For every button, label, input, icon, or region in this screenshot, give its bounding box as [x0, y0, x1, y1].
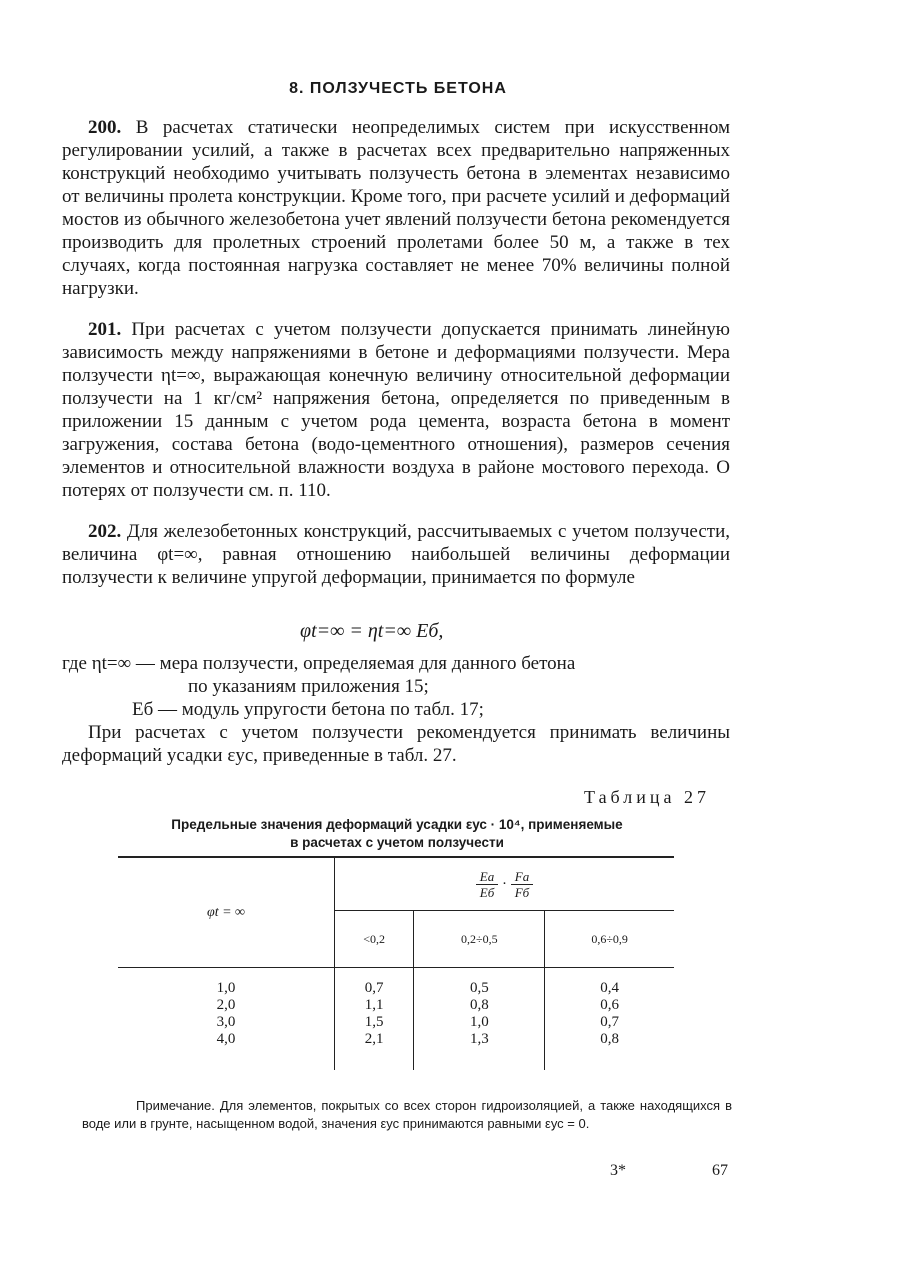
table-cell: 0,7: [335, 968, 414, 998]
formula: φt=∞ = ηt=∞ Eб,: [300, 620, 444, 642]
paragraph-text: В расчетах статически неопределимых систем при искусственном регулировании усилий, а также в расчетах всех предварительно напряженных конструкций необходимо учитывать ползучесть бетона в элементах независимо от величины пролета конструкции. Кроме того, при расчете усилий и деформаций мостов из обычного железобетона учет явлений ползучести бетона рекомендуется производить для пролетных строений пролетами более 50 м, а также в тех случаях, когда постоянная нагрузка составляет не менее 70% величины полной нагрузки.: [62, 117, 731, 299]
table-row: [118, 1014, 674, 1031]
fraction-fa-fb: [511, 869, 533, 900]
where-line-2: по указаниям приложения 15;: [188, 676, 429, 697]
table-cell: 0,5: [414, 968, 545, 998]
paragraph-200: [62, 116, 730, 300]
paragraph-text: Для железобетонных конструкций, рассчитываемых с учетом ползучести, величина φt=∞, равная отношению наибольшей величины деформации ползучести к величине упругой деформации, принимается по формуле: [62, 521, 730, 588]
row-header-cell: φt = ∞: [118, 857, 335, 968]
where-line-3: Eб — модуль упругости бетона по табл. 17;: [132, 699, 484, 720]
table-row: [118, 1031, 674, 1070]
table-cell: 0,8: [414, 997, 545, 1014]
paragraph-number: 202.: [88, 521, 122, 542]
table-cell: 1,5: [335, 1014, 414, 1031]
column-header: 0,6÷0,9: [545, 911, 674, 968]
paragraph-number: 200.: [88, 117, 122, 138]
column-header: 0,2÷0,5: [414, 911, 545, 968]
paragraph-text: При расчетах с учетом ползучести допускается принимать линейную зависимость между напряжениями в бетоне и деформациями ползучести. Мера ползучести ηt=∞, выражающая конечную величину относительной деформации ползучести на 1 кг/см² напряжения бетона, определяется по приведенным в приложении 15 данным с учетом рода цемента, возраста бетона в момент загружения, состава бетона (водо-цементного отношения), размеров сечения элементов и относительной влажности воздуха в районе мостового перехода. О потерях от ползучести см. п. 110.: [62, 319, 730, 501]
signature-mark: 3*: [610, 1162, 626, 1179]
table-cell: 3,0: [216, 1014, 236, 1030]
table-row: [118, 968, 674, 998]
table-cell: 1,0: [216, 980, 236, 996]
shrinkage-table: [118, 856, 674, 1070]
paragraph-shrinkage: При расчетах с учетом ползучести рекомендуется принимать величины деформаций усадки εус, приведенные в табл. 27.: [62, 722, 730, 766]
table-title-line-2: в расчетах с учетом ползучести: [290, 835, 504, 850]
column-group-header: [335, 857, 675, 911]
table-note: Примечание. Для элементов, покрытых со всех сторон гидроизоляцией, а также находящихся в воде или в грунте, насыщенном водой, значения εус принимаются равными εус = 0.: [82, 1098, 732, 1131]
table-cell: 1,1: [335, 997, 414, 1014]
fraction-denominator: Fб: [514, 884, 530, 900]
multiply-dot: ·: [502, 875, 507, 892]
table-cell: 1,0: [414, 1014, 545, 1031]
fraction-denominator: Eб: [479, 884, 495, 900]
table-cell: 0,6: [545, 997, 674, 1014]
paragraph-202: [62, 520, 730, 589]
table-cell: 2,0: [216, 997, 236, 1013]
fraction-numerator: Fа: [511, 869, 533, 885]
table-cell: 0,7: [545, 1014, 674, 1031]
table-row: [118, 997, 674, 1014]
column-header: <0,2: [335, 911, 414, 968]
table-cell: 4,0: [216, 1031, 236, 1047]
table-cell: 2,1: [335, 1031, 414, 1070]
table-cell: 0,8: [545, 1031, 674, 1070]
fraction-numerator: Eа: [476, 869, 498, 885]
table-cell: 1,3: [414, 1031, 545, 1070]
table-cell: 0,4: [545, 968, 674, 998]
table-title: [102, 816, 692, 852]
table-title-line-1: Предельные значения деформаций усадки εус · 10⁴, применяемые: [171, 817, 623, 832]
paragraph-201: [62, 318, 730, 502]
page-number: 67: [712, 1162, 728, 1179]
table-label: Таблица 27: [584, 787, 710, 807]
section-heading: 8. ПОЛЗУЧЕСТЬ БЕТОНА: [289, 80, 507, 97]
fraction-ea-eb: [476, 869, 498, 900]
where-line-1: где ηt=∞ — мера ползучести, определяемая для данного бетона: [62, 653, 576, 674]
paragraph-number: 201.: [88, 319, 122, 340]
